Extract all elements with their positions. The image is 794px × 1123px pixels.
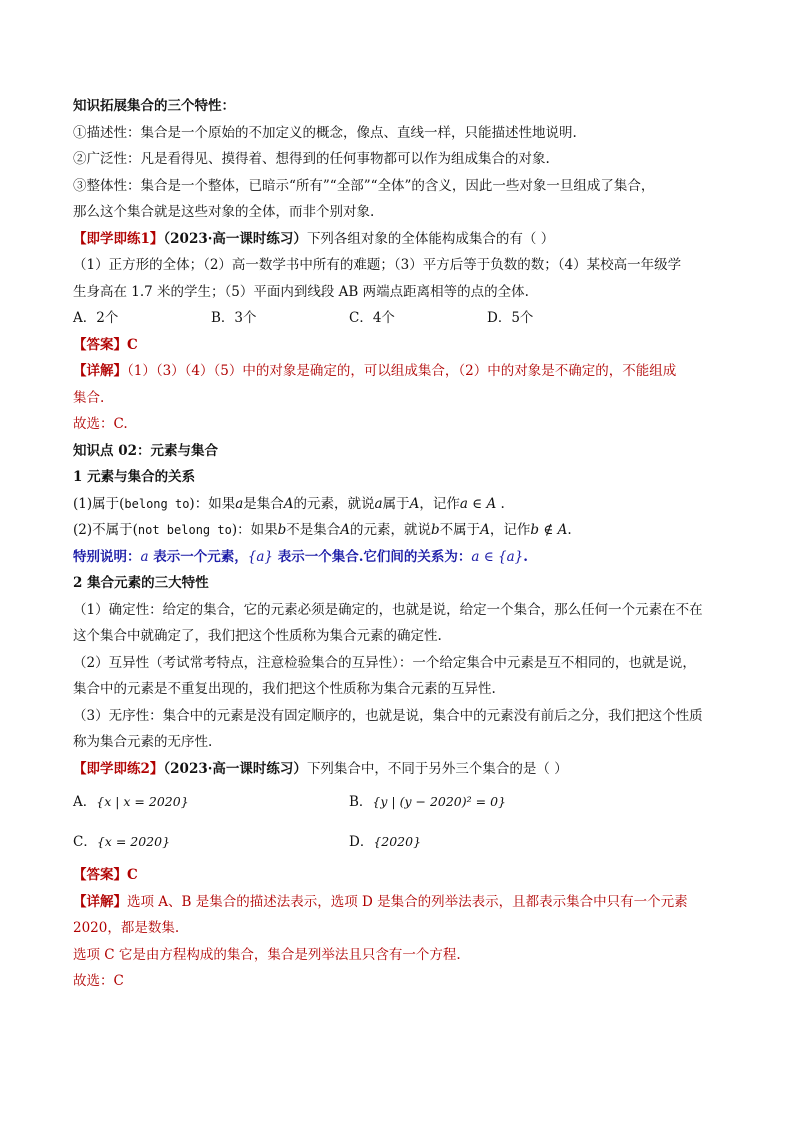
exercise-tag: 【即学即练2】: [73, 760, 164, 777]
exercise-1-options: [73, 305, 733, 332]
detail-tag: 【详解】: [73, 363, 127, 379]
detail-text: （1）（3）（4）（5）中的对象是确定的，可以组成集合，（2）中的对象是不确定的，不能组成: [127, 363, 677, 379]
text: ，记作: [419, 495, 460, 512]
option-d: D．5个: [487, 310, 534, 326]
math-set: {a}: [247, 548, 273, 565]
math-b: b: [431, 522, 440, 538]
exercise-2-options-row1: [73, 782, 733, 822]
paragraph: ③整体性：集合是一个整体，已暗示“所有”“全部”“全体”的含义，因此一些对象一旦组成了集合，: [73, 177, 655, 194]
document-page: [73, 93, 733, 995]
paragraph: （1）确定性：给定的集合，它的元素必须是确定的，也就是说，给定一个集合，那么任何一个元素在不在: [73, 601, 703, 618]
text: 是集合: [243, 495, 284, 512]
paragraph: ①描述性：集合是一个原始的不加定义的概念，像点、直线一样，只能描述性地说明.: [73, 124, 577, 141]
option-c: [73, 822, 349, 862]
text: 表示一个集合.它们间的关系为：: [277, 548, 472, 565]
math-a: a: [374, 495, 383, 512]
math-A: A: [340, 522, 350, 538]
option-expr: {y | (y − 2020)² = 0}: [372, 794, 506, 809]
exercise-items: （1）正方形的全体；（2）高一数学书中所有的难题；（3）平方后等于负数的数；（4）某校高一年级学: [73, 257, 682, 273]
section-heading: 知识拓展集合的三个特性：: [73, 98, 235, 114]
text: )：如果: [231, 522, 278, 538]
detail-cont: 选项 C 它是由方程构成的集合，集合是列举法且只含有一个方程.: [73, 946, 461, 963]
choose: 故选：C: [73, 973, 124, 989]
text: 不属于: [439, 522, 481, 538]
option-label: A．: [73, 794, 97, 810]
choose: 故选：C.: [73, 416, 128, 432]
detail-cont: 2020，都是数集.: [73, 920, 180, 936]
math-expr: a ∈ A: [459, 495, 497, 512]
detail-text: 选项 A、B 是集合的描述法表示，选项 D 是集合的列举法表示，且都表示集合中只有一个元素: [127, 893, 688, 910]
option-a: A．2个: [73, 310, 119, 326]
paragraph: 那么这个集合就是这些对象的全体，而非个别对象.: [73, 204, 375, 220]
math-a: a: [235, 495, 244, 512]
math-expr: a ∈ {a}: [471, 548, 524, 565]
paragraph: 称为集合元素的无序性.: [73, 734, 213, 750]
text: (1)属于(: [73, 495, 125, 512]
section-heading: 知识点 02：元素与集合: [73, 442, 218, 459]
paragraph: （2）互异性（考试常考特点，注意检验集合的互异性）：一个给定集合中元素是互不相同的，也就是说，: [73, 654, 696, 671]
math-expr: b ∉ A: [530, 522, 568, 538]
math-a: a: [140, 548, 149, 565]
exercise-text: 下列各组对象的全体能构成集合的有（ ）: [306, 230, 555, 247]
exercise-1-question: [73, 226, 733, 253]
option-a: [73, 782, 349, 822]
note-tag: 特别说明：: [73, 548, 141, 565]
belong-definition: (1)属于(belong to)：如果a是集合A的元素，就说a属于A，记作a ∈ A .: [73, 495, 505, 512]
text: 属于: [382, 495, 410, 512]
option-expr: {2020}: [373, 834, 422, 849]
exercise-text: 下列集合中，不同于另外三个集合的是（ ）: [306, 760, 568, 777]
sub-heading: 1 元素与集合的关系: [73, 469, 196, 485]
text: (2)不属于(: [73, 522, 138, 538]
option-label: C．: [73, 834, 97, 850]
text: ，记作: [489, 522, 531, 538]
exercise-source: （2023·高一课时练习）: [163, 230, 307, 247]
exercise-source: （2023·高一课时练习）: [163, 760, 307, 777]
option-c: C．4个: [349, 310, 395, 326]
option-label: D．: [349, 834, 374, 850]
math-A: A: [283, 495, 294, 512]
text: 表示一个元素，: [153, 548, 248, 565]
answer: 【答案】C: [73, 867, 138, 883]
math-A: A: [409, 495, 420, 512]
paragraph: （3）无序性：集合中的元素是没有固定顺序的，也就是说，集合中的元素没有前后之分，我们把这个性质: [73, 707, 703, 724]
paragraph: ②广泛性：凡是看得见、摸得着、想得到的任何事物都可以作为组成集合的对象.: [73, 151, 550, 167]
exercise-items: 生身高在 1.7 米的学生；（5）平面内到线段 AB 两端点距离相等的点的全体.: [73, 283, 529, 300]
text-en: not belong to: [137, 523, 232, 537]
answer: 【答案】C: [73, 336, 138, 353]
detail-tag: 【详解】: [73, 893, 127, 910]
text-en: belong to: [124, 496, 190, 511]
detail: [73, 358, 733, 385]
detail: [73, 889, 733, 916]
option-label: B．: [349, 794, 373, 810]
paragraph: 集合中的元素是不重复出现的，我们把这个性质称为集合元素的互异性.: [73, 681, 496, 697]
sub-heading: 2 集合元素的三大特性: [73, 575, 209, 591]
math-b: b: [277, 522, 287, 538]
paragraph: 这个集合中就确定了，我们把这个性质称为集合元素的确定性.: [73, 628, 442, 644]
not-belong-definition: (2)不属于(not belong to)：如果b不是集合A的元素，就说b不属于A，记作b ∉ A.: [73, 522, 572, 538]
option-b: [349, 782, 625, 822]
exercise-2-question: [73, 756, 733, 783]
exercise-tag: 【即学即练1】: [73, 230, 164, 247]
option-b: B．3个: [211, 310, 257, 326]
option-expr: {x | x = 2020}: [96, 794, 189, 809]
text: 的元素，就说: [350, 522, 431, 538]
option-expr: {x = 2020}: [96, 834, 171, 849]
text: 不是集合: [286, 522, 341, 538]
special-note: 特别说明：a 表示一个元素，{a} 表示一个集合.它们间的关系为：a ∈ {a}.: [73, 548, 528, 565]
option-d: [349, 822, 625, 862]
exercise-2-options-row2: [73, 822, 733, 862]
math-A: A: [480, 522, 490, 538]
text: 的元素，就说: [293, 495, 375, 512]
text: )：如果: [189, 495, 236, 512]
detail-cont: 集合.: [73, 389, 105, 406]
